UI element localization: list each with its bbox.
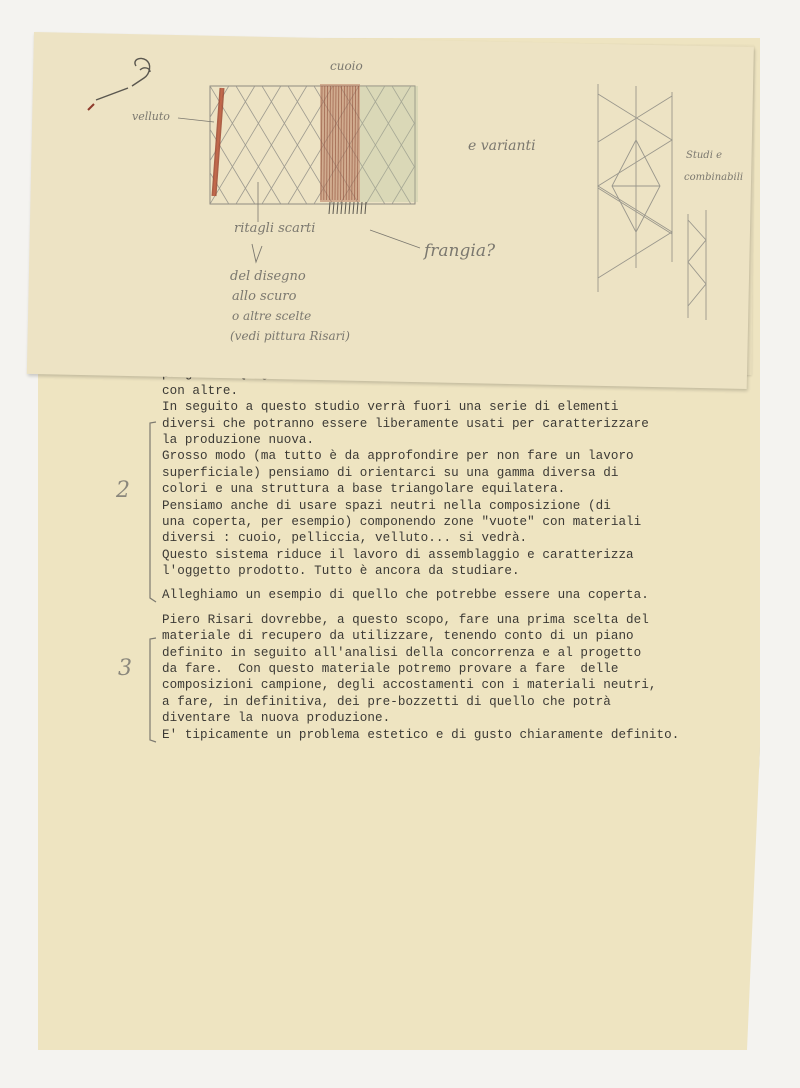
typed-line: superficiale) pensiamo di orientarci su una gamma diversa di — [162, 465, 619, 480]
typed-line: l'oggetto prodotto. Tutto è ancora da studiare. — [162, 564, 520, 579]
typed-line: Alleghiamo un esempio di quello che potrebbe essere una coperta. — [162, 588, 649, 603]
typed-line: Grosso modo (ma tutto è da approfondire per non fare un lavoro — [162, 449, 634, 464]
typed-line: definito in seguito all'analisi della concorrenza e al progetto — [162, 645, 642, 660]
typed-line — [162, 579, 742, 587]
sketch-note-studi: Studi e — [686, 150, 723, 161]
sketch-note-velluto: velluto — [132, 110, 170, 123]
typed-line: diversi : cuoio, pelliccia, velluto... si vedrà. — [162, 531, 528, 546]
sketch-note-e-varianti: e varianti — [468, 138, 536, 154]
typed-line: E' tipicamente un problema estetico e di gusto chiaramente definito. — [162, 727, 680, 742]
typed-line: Piero Risari dovrebbe, a questo scopo, fare una prima scelta del — [162, 612, 649, 627]
typed-line: a fare, in definitiva, dei pre-bozzetti di quello che potrà — [162, 694, 611, 709]
margin-note-section-3: 3 — [118, 656, 132, 681]
sketch-note-cuoio: cuoio — [330, 59, 363, 73]
typed-line: diventare la nuova produzione. — [162, 711, 391, 726]
typed-line: Questo sistema riduce il lavoro di assemblaggio e caratterizza — [162, 547, 634, 562]
sketch-overlay-sheet — [27, 32, 754, 389]
typed-line — [162, 604, 742, 612]
margin-bracket-2 — [140, 420, 160, 605]
typed-line: Pensiamo anche di usare spazi neutri nella composizione (di — [162, 498, 611, 513]
margin-note-section-2: 2 — [116, 478, 130, 503]
typed-line: composizioni campione, degli accostamenti con i materiali neutri, — [162, 678, 657, 693]
sketch-note-disegno-3: o altre scelte — [232, 309, 312, 323]
sketch-note-ritagli: ritagli scarti — [234, 221, 316, 236]
sketch-note-disegno-1: del disegno — [230, 269, 306, 284]
typed-line: da fare. Con questo materiale potremo provare a fare delle — [162, 662, 619, 677]
typed-line: diversi che potranno essere liberamente usati per caratterizzare — [162, 416, 649, 431]
sketch-note-frangia: frangia? — [424, 241, 496, 261]
typed-line: con altre. — [162, 383, 239, 398]
typed-line: una coperta, per esempio) componendo zone "vuote" con materiali — [162, 514, 642, 529]
typed-line: materiale di recupero da utilizzare, tenendo conto di un piano — [162, 629, 634, 644]
typed-line: la produzione nuova. — [162, 432, 315, 447]
typed-text-block — [162, 350, 742, 743]
sketch-note-disegno-2: allo scuro — [232, 289, 297, 304]
margin-bracket-3 — [140, 636, 160, 746]
sketch-note-disegno-4: (vedi pittura Risari) — [230, 329, 350, 343]
sketch-note-combinabili: combinabili — [684, 172, 744, 183]
typed-line: colori e una struttura a base triangolare equilatera. — [162, 482, 566, 497]
typed-line: In seguito a questo studio verrà fuori una serie di elementi — [162, 400, 619, 415]
